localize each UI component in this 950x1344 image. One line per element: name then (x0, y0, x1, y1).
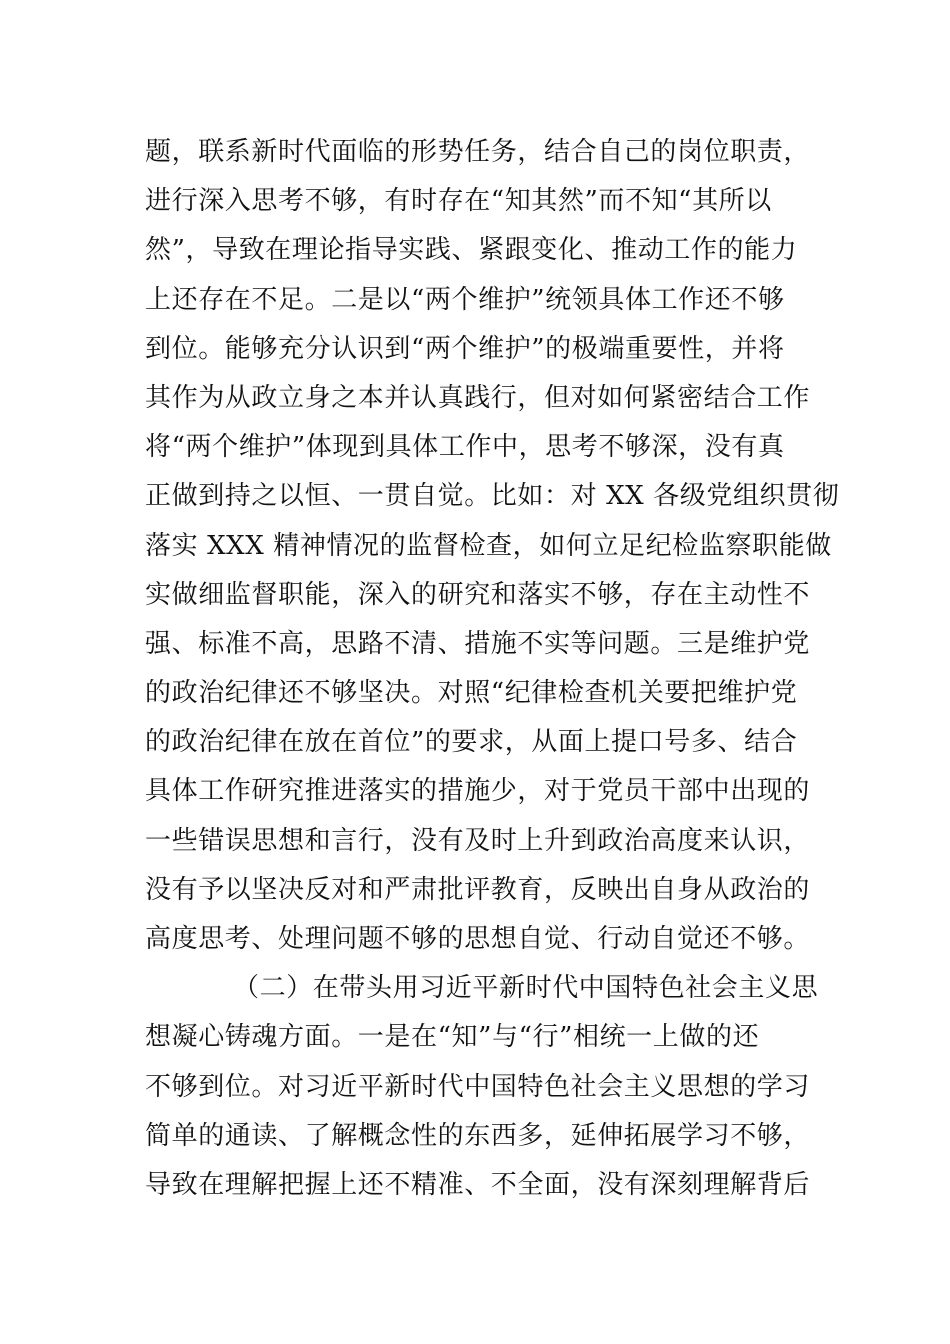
text-line-1: 题，联系新时代面临的形势任务，结合自己的岗位职责， (145, 137, 811, 167)
text-line-2: 进行深入思考不够，有时存在“知其然”而不知“其所以 (145, 186, 772, 217)
text-line-16: 没有予以坚决反对和严肃批评教育，反映出自身从政治的 (145, 874, 811, 905)
text-line-9: 落实 XXX 精神情况的监督检查，如何立足纪检监察职能做 (145, 530, 832, 561)
text-line-19: 想凝心铸魂方面。一是在“知”与“行”相统一上做的还 (145, 1022, 760, 1053)
text-line-3: 然”，导致在理论指导实践、紧跟变化、推动工作的能力 (145, 235, 798, 266)
text-line-12: 的政治纪律还不够坚决。对照“纪律检查机关要把维护党 (145, 678, 798, 709)
text-line-20: 不够到位。对习近平新时代中国特色社会主义思想的学习 (145, 1071, 811, 1102)
text-line-13: 的政治纪律在放在首位”的要求，从面上提口号多、结合 (145, 727, 798, 758)
body-text (145, 128, 840, 1210)
text-line-14: 具体工作研究推进落实的措施少，对于党员干部中出现的 (145, 776, 811, 807)
text-line-17: 高度思考、处理问题不够的思想自觉、行动自觉还不够。 (145, 924, 811, 954)
text-line-10: 实做细监督职能，深入的研究和落实不够，存在主动性不 (145, 579, 811, 610)
text-line-4: 上还存在不足。二是以“两个维护”统领具体工作还不够 (145, 284, 785, 315)
text-line-15: 一些错误思想和言行，没有及时上升到政治高度来认识， (145, 825, 811, 856)
text-line-6: 其作为从政立身之本并认真践行，但对如何紧密结合工作 (145, 382, 811, 413)
text-line-7: 将“两个维护”体现到具体工作中，思考不够深，没有真 (145, 432, 785, 463)
text-line-8: 正做到持之以恒、一贯自觉。比如：对 XX 各级党组织贯彻 (145, 481, 840, 512)
text-line-5: 到位。能够充分认识到“两个维护”的极端重要性，并将 (145, 333, 785, 364)
text-line-21: 简单的通读、了解概念性的东西多，延伸拓展学习不够， (145, 1120, 811, 1151)
text-line-11: 强、标准不高，思路不清、措施不实等问题。三是维护党 (145, 628, 811, 659)
section-heading-line: （二）在带头用习近平新时代中国特色社会主义思 (233, 973, 819, 1004)
text-line-22: 导致在理解把握上还不精准、不全面，没有深刻理解背后 (145, 1169, 811, 1200)
